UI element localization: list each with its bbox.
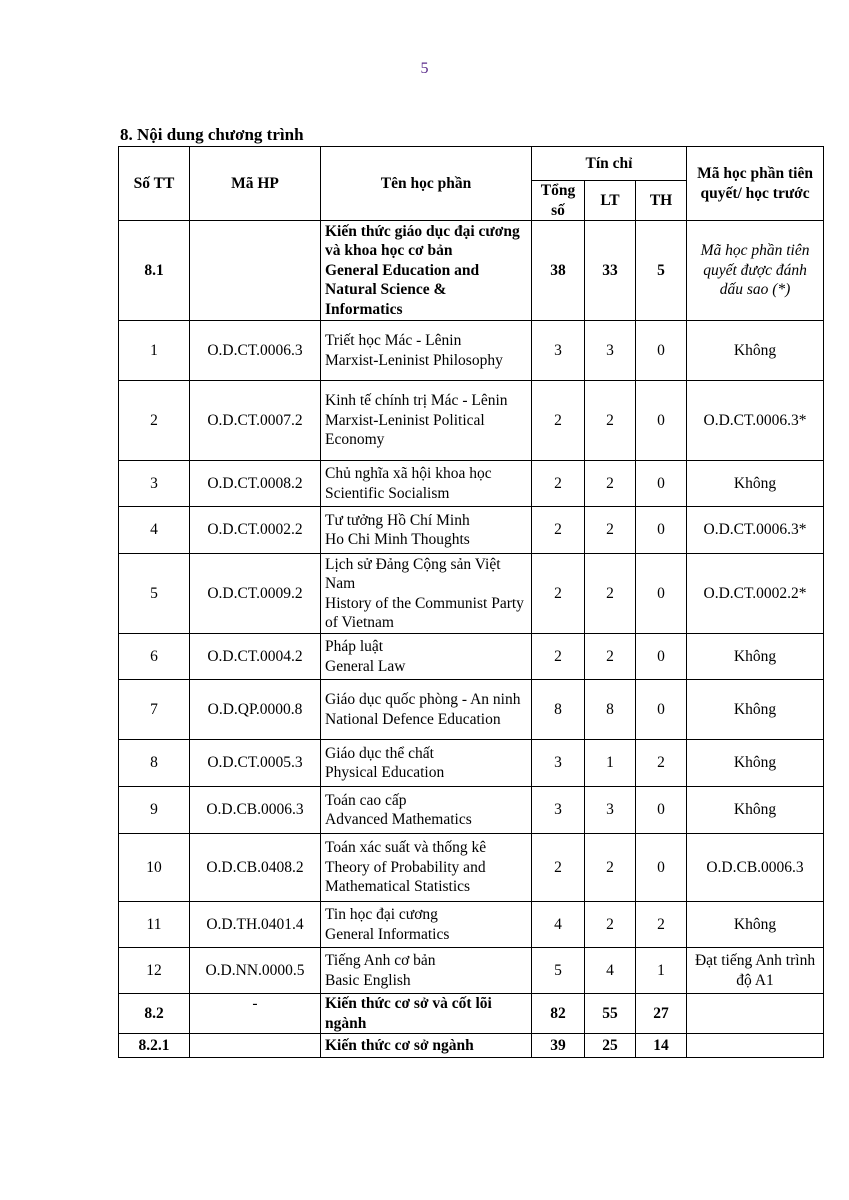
row-name-vi: Pháp luật — [325, 638, 384, 655]
row-name-en: Advanced Mathematics — [325, 811, 472, 828]
row-prereq: Không — [687, 634, 824, 680]
row-lt: 4 — [585, 948, 636, 994]
table-row — [119, 902, 824, 948]
row-lt: 55 — [585, 994, 636, 1034]
row-name — [321, 554, 532, 634]
row-code: O.D.CT.0008.2 — [190, 461, 321, 507]
table-row — [119, 461, 824, 507]
row-total: 3 — [532, 321, 585, 381]
row-code — [190, 1034, 321, 1058]
row-prereq: Không — [687, 740, 824, 787]
header-ten-hp: Tên học phần — [321, 147, 532, 221]
row-name-vi: Tin học đại cương — [325, 906, 438, 923]
row-total: 2 — [532, 554, 585, 634]
row-total: 39 — [532, 1034, 585, 1058]
row-stt: 12 — [119, 948, 190, 994]
row-code: - — [190, 994, 321, 1034]
row-prereq: Không — [687, 461, 824, 507]
row-lt: 2 — [585, 634, 636, 680]
row-name — [321, 902, 532, 948]
row-code: O.D.NN.0000.5 — [190, 948, 321, 994]
row-prereq: Không — [687, 787, 824, 834]
row-name — [321, 948, 532, 994]
row-prereq — [687, 994, 824, 1034]
curriculum-table — [118, 146, 824, 1058]
row-name — [321, 507, 532, 554]
row-th: 1 — [636, 948, 687, 994]
row-th: 2 — [636, 740, 687, 787]
row-total: 3 — [532, 787, 585, 834]
row-prereq: O.D.CT.0006.3* — [687, 381, 824, 461]
row-lt: 1 — [585, 740, 636, 787]
row-name-vi: Giáo dục thể chất — [325, 744, 434, 762]
row-name-en: Ho Chi Minh Thoughts — [325, 531, 470, 548]
row-name — [321, 461, 532, 507]
table-row — [119, 680, 824, 740]
row-total: 8 — [532, 680, 585, 740]
row-code: O.D.QP.0000.8 — [190, 680, 321, 740]
row-name-en: General Informatics — [325, 925, 450, 943]
row-name-en: Marxist-Leninist Political Economy — [325, 411, 485, 449]
row-prereq: Không — [687, 680, 824, 740]
row-stt: 6 — [119, 634, 190, 680]
table-row — [119, 787, 824, 834]
header-tin-chi: Tín chỉ — [532, 147, 687, 181]
row-stt: 4 — [119, 507, 190, 554]
page-number: 5 — [420, 60, 429, 77]
row-name-vi: Tư tưởng Hồ Chí Minh — [325, 511, 470, 529]
row-total: 3 — [532, 740, 585, 787]
row-code: O.D.CT.0006.3 — [190, 321, 321, 381]
row-name-en: History of the Communist Party of Vietnam — [325, 594, 524, 631]
row-total: 82 — [532, 994, 585, 1034]
table-row — [119, 221, 824, 321]
row-stt: 3 — [119, 461, 190, 507]
table-row — [119, 994, 824, 1034]
row-stt: 11 — [119, 902, 190, 948]
row-prereq: Đạt tiếng Anh trình độ A1 — [687, 948, 824, 994]
row-lt: 25 — [585, 1034, 636, 1058]
row-name-vi: Kinh tế chính trị Mác - Lênin — [325, 392, 508, 410]
row-prereq: Không — [687, 902, 824, 948]
row-name: Kiến thức cơ sở và cốt lõi ngành — [321, 994, 532, 1034]
row-th: 0 — [636, 507, 687, 554]
table-row — [119, 948, 824, 994]
row-name — [321, 680, 532, 740]
row-name-vi: Triết học Mác - Lênin — [325, 332, 462, 349]
row-stt: 1 — [119, 321, 190, 381]
row-name-en: General Education and Natural Science & Informatics — [325, 261, 480, 318]
row-th: 0 — [636, 381, 687, 461]
row-prereq — [687, 1034, 824, 1058]
row-th: 0 — [636, 834, 687, 902]
row-code: O.D.CT.0002.2 — [190, 507, 321, 554]
row-name-vi: Kiến thức giáo dục đại cương và khoa học cơ bản — [325, 222, 520, 260]
table-row — [119, 740, 824, 787]
row-stt: 7 — [119, 680, 190, 740]
header-tong-so: Tổng số — [532, 181, 585, 221]
header-prereq: Mã học phần tiên quyết/ học trước — [687, 147, 824, 221]
row-lt: 8 — [585, 680, 636, 740]
row-name-vi: Lịch sử Đảng Cộng sản Việt Nam — [325, 555, 501, 592]
row-name-vi: Toán xác suất và thống kê — [325, 839, 487, 857]
table-row — [119, 554, 824, 634]
row-th: 0 — [636, 554, 687, 634]
row-total: 2 — [532, 507, 585, 554]
row-total: 2 — [532, 834, 585, 902]
header-th: TH — [636, 181, 687, 221]
row-name-en: Physical Education — [325, 764, 445, 781]
row-name — [321, 221, 532, 321]
row-name-en: National Defence Education — [325, 710, 501, 728]
row-th: 27 — [636, 994, 687, 1034]
row-lt: 2 — [585, 507, 636, 554]
row-prereq: O.D.CT.0002.2* — [687, 554, 824, 634]
row-th: 5 — [636, 221, 687, 321]
row-stt: 8.2 — [119, 994, 190, 1034]
row-name — [321, 740, 532, 787]
row-stt: 2 — [119, 381, 190, 461]
table-row — [119, 381, 824, 461]
row-total: 38 — [532, 221, 585, 321]
row-code: O.D.CT.0009.2 — [190, 554, 321, 634]
row-th: 0 — [636, 787, 687, 834]
row-name-en: Marxist-Leninist Philosophy — [325, 351, 503, 369]
row-stt: 8 — [119, 740, 190, 787]
header-ma-hp: Mã HP — [190, 147, 321, 221]
row-lt: 2 — [585, 554, 636, 634]
row-name — [321, 321, 532, 381]
row-name-vi: Toán cao cấp — [325, 791, 407, 809]
row-name: Kiến thức cơ sở ngành — [321, 1034, 532, 1058]
row-th: 0 — [636, 461, 687, 507]
row-prereq: Không — [687, 321, 824, 381]
section-title: 8. Nội dung chương trình — [120, 125, 304, 144]
row-total: 4 — [532, 902, 585, 948]
row-lt: 2 — [585, 834, 636, 902]
row-th: 14 — [636, 1034, 687, 1058]
row-code: O.D.CT.0005.3 — [190, 740, 321, 787]
row-total: 2 — [532, 461, 585, 507]
table-row — [119, 321, 824, 381]
row-th: 0 — [636, 680, 687, 740]
row-code: O.D.CT.0004.2 — [190, 634, 321, 680]
row-lt: 3 — [585, 787, 636, 834]
table-row — [119, 834, 824, 902]
row-code — [190, 221, 321, 321]
row-name-en: General Law — [325, 657, 406, 675]
row-code: O.D.CB.0006.3 — [190, 787, 321, 834]
row-name-en: Theory of Probability and Mathematical Statistics — [325, 858, 486, 896]
row-stt: 5 — [119, 554, 190, 634]
row-lt: 2 — [585, 902, 636, 948]
row-stt: 8.2.1 — [119, 1034, 190, 1058]
table-row — [119, 634, 824, 680]
header-lt: LT — [585, 181, 636, 221]
row-stt: 8.1 — [119, 221, 190, 321]
row-name — [321, 834, 532, 902]
row-prereq: O.D.CB.0006.3 — [687, 834, 824, 902]
row-total: 5 — [532, 948, 585, 994]
table-row — [119, 507, 824, 554]
row-lt: 2 — [585, 381, 636, 461]
row-lt: 3 — [585, 321, 636, 381]
row-th: 0 — [636, 634, 687, 680]
row-th: 2 — [636, 902, 687, 948]
row-prereq: O.D.CT.0006.3* — [687, 507, 824, 554]
row-name — [321, 634, 532, 680]
row-name — [321, 787, 532, 834]
row-total: 2 — [532, 381, 585, 461]
row-name-en: Basic English — [325, 971, 411, 989]
row-name-vi: Tiếng Anh cơ bản — [325, 952, 436, 969]
row-lt: 2 — [585, 461, 636, 507]
header-row-1 — [119, 147, 824, 181]
row-name-en: Scientific Socialism — [325, 484, 450, 502]
row-th: 0 — [636, 321, 687, 381]
row-prereq: Mã học phần tiên quyết được đánh dấu sao (*) — [687, 221, 824, 321]
row-lt: 33 — [585, 221, 636, 321]
row-code: O.D.CT.0007.2 — [190, 381, 321, 461]
row-total: 2 — [532, 634, 585, 680]
row-name-vi: Giáo dục quốc phòng - An ninh — [325, 691, 521, 708]
row-stt: 9 — [119, 787, 190, 834]
row-code: O.D.CB.0408.2 — [190, 834, 321, 902]
row-stt: 10 — [119, 834, 190, 902]
row-name-vi: Chủ nghĩa xã hội khoa học — [325, 465, 492, 482]
header-stt: Số TT — [119, 147, 190, 221]
row-name — [321, 381, 532, 461]
table-row — [119, 1034, 824, 1058]
row-code: O.D.TH.0401.4 — [190, 902, 321, 948]
